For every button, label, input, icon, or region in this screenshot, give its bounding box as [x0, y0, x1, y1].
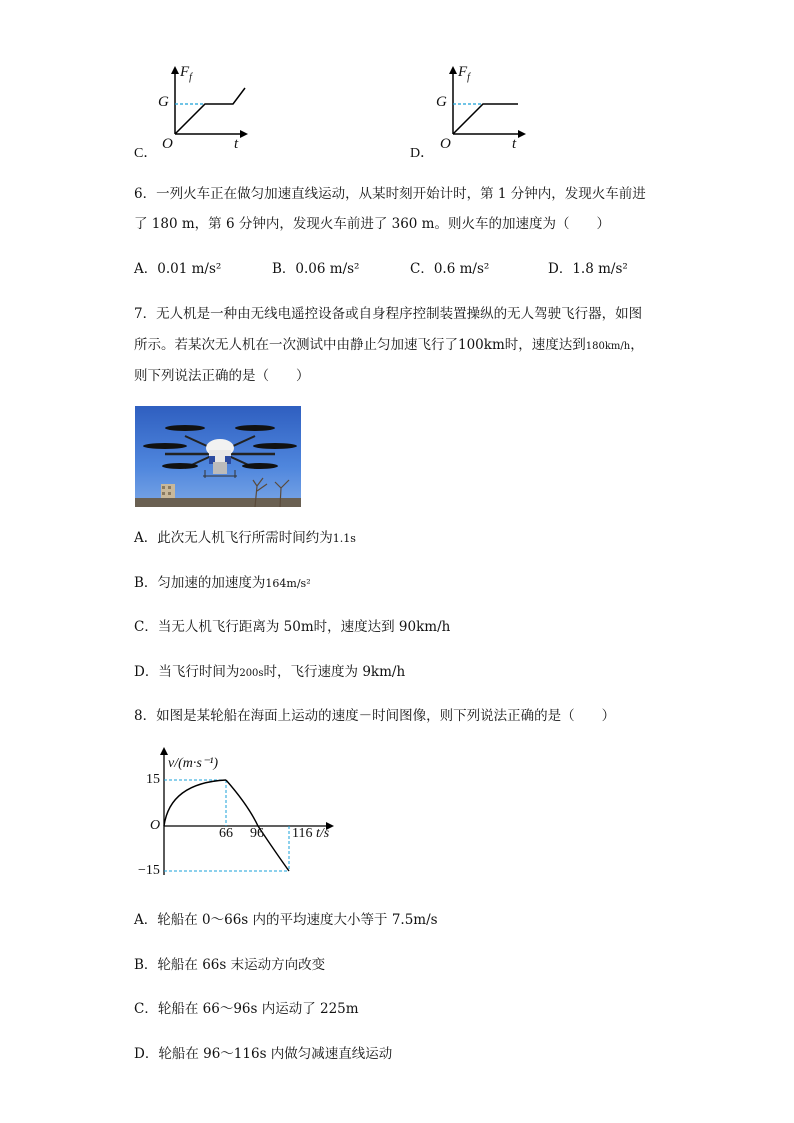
option-label: C． [134, 619, 158, 635]
option-d-chart [408, 62, 538, 162]
g-label: G [158, 94, 169, 110]
option-text: 0.01 m/s² [157, 261, 222, 277]
q7-option-c [134, 616, 450, 638]
option-c-label: C． [134, 146, 158, 161]
q7-line2 [134, 334, 644, 358]
option-text: 轮船在 96～116s 内做匀减速直线运动 [158, 1046, 393, 1062]
option-label: B． [272, 261, 296, 277]
q7-option-d [134, 661, 405, 685]
q7-line2-text: 所示。若某次无人机在一次测试中由静止匀加速飞行了100km时，速度达到 [134, 337, 586, 353]
option-text: 当飞行时间为 [158, 664, 240, 680]
q7-speed-value: 180km/h [585, 341, 631, 352]
option-label: C． [410, 261, 434, 277]
v15-label: 15 [146, 772, 160, 787]
origin-label: O [162, 136, 173, 152]
q7-line3: 则下列说法正确的是（ ） [134, 368, 310, 384]
option-d-graph [408, 62, 538, 162]
y-axis-arrow [171, 66, 179, 74]
option-c-chart [130, 62, 260, 162]
t-axis-label: t [234, 136, 239, 152]
option-label: A． [134, 912, 158, 928]
y-axis-subscript: f [467, 72, 470, 83]
y-axis-arrow [160, 747, 168, 755]
option-label: D． [134, 1046, 159, 1062]
origin-label: O [150, 818, 161, 833]
q6-line2: 了 180 m，第 6 分钟内，发现火车前进了 360 m。则火车的加速度为（ ） [134, 216, 610, 232]
option-label: C． [134, 1001, 158, 1017]
tick-96: 96 [250, 826, 264, 841]
q6-line1: 6．一列火车正在做匀加速直线运动，从某时刻开始计时，第 1 分钟内，发现火车前进 [134, 186, 646, 202]
vneg15-label: −15 [138, 863, 160, 878]
option-text: 匀加速的加速度为 [157, 575, 266, 591]
option-value: 164m/s² [265, 577, 311, 590]
friction-curve [175, 88, 245, 134]
drone-photo [135, 406, 301, 507]
q7-line2-comma: ， [630, 337, 644, 353]
y-axis-subscript: f [189, 72, 192, 83]
drone-image [135, 406, 301, 507]
option-text: 此次无人机飞行所需时间约为 [157, 530, 333, 546]
option-d-label: D． [410, 146, 435, 161]
option-label: D． [134, 664, 159, 680]
x-axis-arrow [518, 130, 526, 138]
y-axis-arrow [449, 66, 457, 74]
q7-option-a [134, 527, 356, 550]
option-text: 轮船在 0～66s 内的平均速度大小等于 7.5m/s [157, 912, 438, 928]
friction-curve [453, 104, 518, 134]
option-text-tail: 时，飞行速度为 9km/h [263, 664, 406, 680]
option-c-graph [130, 62, 260, 162]
option-label: B． [134, 575, 158, 591]
option-label: A． [134, 530, 158, 546]
q8-velocity-time-graph [130, 745, 340, 885]
option-text: 轮船在 66s 末运动方向改变 [157, 957, 326, 973]
option-text: 0.06 m/s² [295, 261, 360, 277]
y-axis-label: F [180, 64, 190, 80]
vt-chart [130, 745, 340, 885]
q8-option-d [134, 1043, 392, 1065]
option-text: 1.8 m/s² [572, 261, 628, 277]
accel-curve [164, 780, 226, 826]
tick-66: 66 [219, 826, 233, 841]
q7-line1: 7．无人机是一种由无线电遥控设备或自身程序控制装置操纵的无人驾驶飞行器，如图 [134, 306, 643, 322]
g-label: G [436, 94, 447, 110]
option-value: 1.1s [332, 532, 356, 545]
q8-line1: 8．如图是某轮船在海面上运动的速度－时间图像，则下列说法正确的是（ ） [134, 708, 616, 724]
q8-option-c [134, 998, 359, 1020]
q7-option-b [134, 572, 311, 595]
option-text: 轮船在 66～96s 内运动了 225m [157, 1001, 359, 1017]
origin-label: O [440, 136, 451, 152]
option-label: B． [134, 957, 158, 973]
x-axis-arrow [240, 130, 248, 138]
option-label: A． [134, 261, 158, 277]
option-text: 0.6 m/s² [433, 261, 490, 277]
option-value: 200s [239, 668, 264, 679]
option-text: 当无人机飞行距离为 50m时，速度达到 90km/h [157, 619, 451, 635]
option-label: D． [548, 261, 573, 277]
q6-option-d [548, 258, 628, 280]
q6-option-b [272, 258, 359, 280]
v-axis-label: v/(m·s⁻¹) [168, 756, 219, 771]
q8-option-a [134, 909, 438, 931]
t-axis-label: t/s [316, 826, 330, 841]
q8-option-b [134, 954, 325, 976]
q6-option-c [410, 258, 489, 280]
tick-116: 116 [292, 826, 313, 841]
y-axis-label: F [458, 64, 468, 80]
t-axis-label: t [512, 136, 517, 152]
q6-option-a [134, 258, 221, 280]
